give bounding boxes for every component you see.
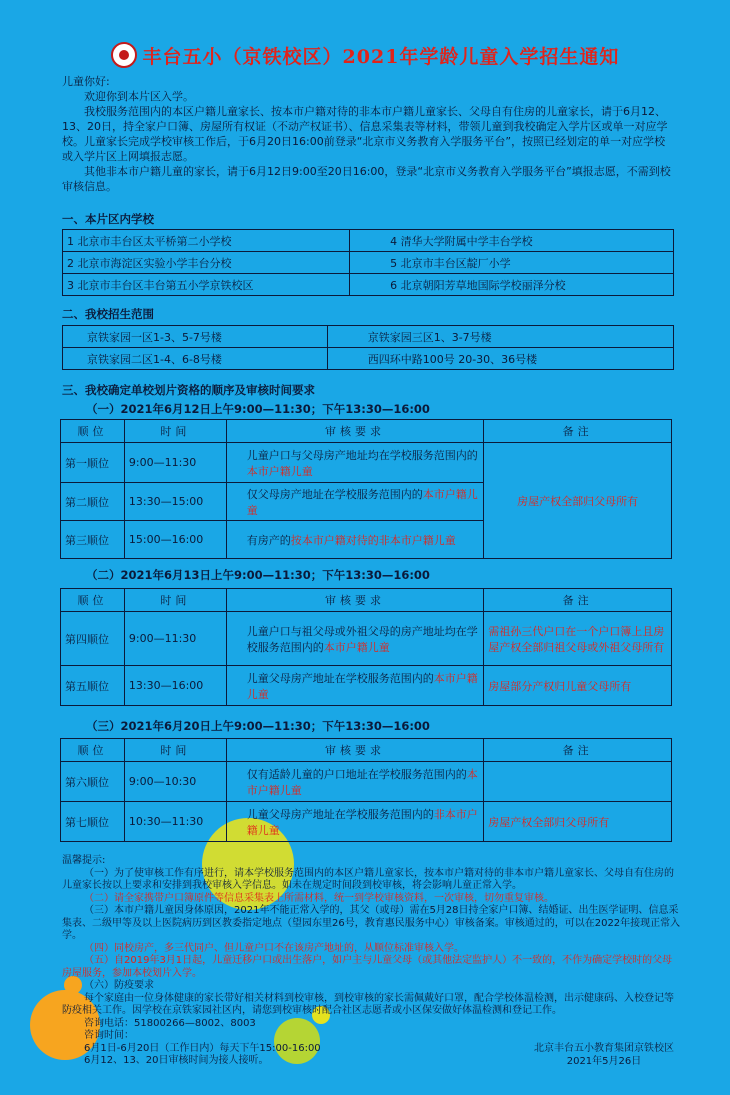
school-cell: 3 北京市丰台区丰台第五小学京铁校区 bbox=[63, 274, 350, 296]
section-order-title: 三、我校确定单校划片资格的顺序及审核时间要求 bbox=[62, 383, 315, 397]
school-cell: 1 北京市丰台区太平桥第二小学校 bbox=[63, 230, 350, 252]
consult-phone: 咨询电话：51800266—8002、8003 bbox=[84, 1017, 256, 1029]
header-rank: 顺位 bbox=[61, 589, 125, 612]
rank-cell: 第六顺位 bbox=[61, 762, 125, 802]
header-rank: 顺位 bbox=[61, 420, 125, 443]
rank-cell: 第四顺位 bbox=[61, 612, 125, 666]
requirement-highlight: 本市户籍儿童 bbox=[246, 487, 478, 517]
page-title: 丰台五小（京铁校区）2021年学龄儿童入学招生通知 bbox=[142, 45, 620, 68]
requirement-cell bbox=[226, 666, 484, 706]
school-cell: 6 北京朝阳芳草地国际学校丽泽分校 bbox=[350, 274, 674, 296]
header-requirement: 审核要求 bbox=[226, 589, 484, 612]
requirement-cell bbox=[226, 612, 484, 666]
requirement-cell bbox=[226, 762, 484, 802]
table-row bbox=[63, 230, 674, 252]
tip-4: （四）同校房产，多三代同户、但儿童户口不在该房产地址的，从顺位标准审核入学。 bbox=[84, 942, 464, 954]
title-bar bbox=[0, 40, 730, 70]
time-cell: 15:00—16:00 bbox=[124, 521, 226, 559]
range-cell: 京铁家园一区1-3、5-7号楼 bbox=[63, 326, 328, 348]
school-cell: 2 北京市海淀区实验小学丰台分校 bbox=[63, 252, 350, 274]
intro-paragraph-2: 其他非本市户籍儿童的家长，请于6月12日9:00至20日16:00，登录“北京市义务教育入学服务平台”填报志愿，不需到校审核信息。 bbox=[62, 165, 671, 193]
note-cell: 房屋部分产权归儿童父母所有 bbox=[484, 666, 672, 706]
requirement-highlight: 本市户籍儿童 bbox=[323, 640, 390, 654]
time-cell: 9:00—11:30 bbox=[124, 612, 226, 666]
header-rank: 顺位 bbox=[61, 739, 125, 762]
note-cell bbox=[484, 762, 672, 802]
range-cell: 西四环中路100号 20-30、36号楼 bbox=[327, 348, 673, 370]
tip-3: （三）本市户籍儿童因身体原因，2021年不能正常入学的，其父（或母）需在5月28日持全家户口簿、结婚证、出生医学证明、信息采集表、二级甲等及以上医院病历到区教委指定地点（望园东里26号，教育惠民服务中心）审核备案。审核通过的，可以在2022年接现正常入学。 bbox=[62, 905, 681, 941]
rank-cell: 第二顺位 bbox=[61, 483, 125, 521]
requirement-highlight: 非本市户籍儿童 bbox=[246, 807, 478, 837]
table-row bbox=[63, 348, 674, 370]
requirement-text: 有房产的 bbox=[246, 533, 291, 547]
time-cell: 10:30—11:30 bbox=[124, 802, 226, 842]
range-cell: 京铁家园二区1-4、6-8号楼 bbox=[63, 348, 328, 370]
rank-cell: 第七顺位 bbox=[61, 802, 125, 842]
tips-title: 温馨提示: bbox=[62, 855, 106, 866]
school-cell: 4 清华大学附属中学丰台学校 bbox=[350, 230, 674, 252]
schedule-table-day3 bbox=[60, 738, 672, 842]
header-time: 时间 bbox=[124, 739, 226, 762]
requirement-highlight: 本市户籍儿童 bbox=[246, 464, 313, 478]
tip-5: （五）自2019年3月1日起，儿童迁移户口或出生落户，如户主与儿童父母（或其他法定监护人）不一致的，不作为确定学校时的父母房屋服务，参加本校划片入学。 bbox=[62, 955, 673, 979]
tip-1: （一）为了使审核工作有序进行，请本学校服务范围内的本区户籍儿童家长，按本市户籍对待的非本市户籍儿童家长、父母自有住房的儿童家长按以上要求和安排到我校审核入学信息。如未在规定时间段到校审核，将会影响儿童正常入学。 bbox=[62, 867, 674, 891]
table-row bbox=[61, 443, 672, 483]
schedule-table-day2 bbox=[60, 588, 672, 706]
section-schools-title: 一、本片区内学校 bbox=[62, 212, 154, 226]
table-header-row bbox=[61, 420, 672, 443]
school-logo-icon bbox=[111, 42, 137, 68]
requirement-highlight: 本市户籍儿童 bbox=[246, 671, 478, 701]
range-cell: 京铁家园三区1、3-7号楼 bbox=[327, 326, 673, 348]
note-cell: 房屋产权全部归父母所有 bbox=[484, 443, 672, 559]
footer-date: 2021年5月26日 bbox=[566, 1056, 642, 1067]
requirement-cell bbox=[226, 483, 484, 521]
table-row bbox=[63, 252, 674, 274]
footer-signature bbox=[534, 1042, 674, 1068]
table-row bbox=[63, 274, 674, 296]
day3-title: （三）2021年6月20日上午9:00—11:30；下午13:30—16:00 bbox=[86, 719, 430, 733]
rank-cell: 第一顺位 bbox=[61, 443, 125, 483]
day1-title: （一）2021年6月12日上午9:00—11:30；下午13:30—16:00 bbox=[86, 402, 430, 416]
consult-time-1: 6月1日-6月20日（工作日内）每天下午15:00-16:00 bbox=[84, 1042, 321, 1054]
tip-6: （六）防疫要求 bbox=[84, 980, 154, 991]
header-time: 时间 bbox=[124, 589, 226, 612]
requirement-highlight: 按本市户籍对待的非本市户籍儿童 bbox=[290, 533, 456, 547]
requirement-cell bbox=[226, 521, 484, 559]
tip-2: （二）请全家携带户口簿原件等信息采集表上所需材料，统一到学校审核资料，一次审核，切勿重复审核。 bbox=[84, 892, 554, 904]
school-cell: 5 北京市丰台区靛厂小学 bbox=[350, 252, 674, 274]
table-row bbox=[63, 326, 674, 348]
time-cell: 13:30—15:00 bbox=[124, 483, 226, 521]
header-requirement: 审核要求 bbox=[226, 739, 484, 762]
consult-time-label: 咨询时间： bbox=[84, 1030, 134, 1041]
section-range-title: 二、我校招生范围 bbox=[62, 307, 154, 321]
range-table bbox=[62, 325, 674, 370]
time-cell: 9:00—11:30 bbox=[124, 443, 226, 483]
schools-table bbox=[62, 229, 674, 296]
requirement-text: 儿童父母房产地址在学校服务范围内的 bbox=[246, 671, 434, 685]
requirement-text: 儿童户口与父母房产地址均在学校服务范围内的 bbox=[246, 448, 478, 462]
greeting: 儿童你好: bbox=[62, 75, 110, 88]
requirement-text: 仅父母房产地址在学校服务范围内的 bbox=[246, 487, 423, 501]
tip-6-detail: 每个家庭由一位身体健康的家长带好相关材料到校审核，到校审核的家长需佩戴好口罩，配合学校体温检测，出示健康码、入校登记等防疫相关工作。因学校在京铁家园社区内，请您到校审核时配合社区志愿者或小区保安做好体温检测和登记工作。 bbox=[62, 992, 674, 1016]
intro-text bbox=[62, 74, 672, 194]
note-cell: 需祖孙三代户口在一个户口簿上且房屋产权全部归祖父母或外祖父母所有 bbox=[484, 612, 672, 666]
header-note: 备注 bbox=[484, 420, 672, 443]
consult-time-2: 6月12、13、20日审核时间为接人接听。 bbox=[84, 1055, 269, 1066]
requirement-cell bbox=[226, 443, 484, 483]
rank-cell: 第三顺位 bbox=[61, 521, 125, 559]
table-row bbox=[61, 666, 672, 706]
requirement-highlight: 本市户籍儿童 bbox=[246, 767, 478, 797]
footer-org: 北京丰台五小教育集团京铁校区 bbox=[534, 1043, 674, 1054]
requirement-cell bbox=[226, 802, 484, 842]
tips-section bbox=[62, 855, 682, 1068]
table-row bbox=[61, 612, 672, 666]
header-note: 备注 bbox=[484, 589, 672, 612]
note-cell: 房屋产权全部归父母所有 bbox=[484, 802, 672, 842]
header-time: 时间 bbox=[124, 420, 226, 443]
header-note: 备注 bbox=[484, 739, 672, 762]
rank-cell: 第五顺位 bbox=[61, 666, 125, 706]
schedule-table-day1 bbox=[60, 419, 672, 559]
table-row bbox=[61, 802, 672, 842]
time-cell: 13:30—16:00 bbox=[124, 666, 226, 706]
table-header-row bbox=[61, 739, 672, 762]
intro-paragraph-1: 我校服务范围内的本区户籍儿童家长、按本市户籍对待的非本市户籍儿童家长、父母自有住房的儿童家长，请于6月12、13、20日，持全家户口簿、房屋所有权证（不动产权证书）、信息采集表等材料，带领儿童到我校确定入学片区或单一对应学校。儿童家长完成学校审核工作后，于6月20日16:00前登录“北京市义务教育入学服务平台”，按照已经划定的单一对应学校或入学片区上网填报志愿。 bbox=[62, 105, 668, 163]
requirement-text: 儿童父母房产地址在学校服务范围内的 bbox=[246, 807, 434, 821]
welcome-line: 欢迎你到本片区入学。 bbox=[84, 90, 194, 103]
day2-title: （二）2021年6月13日上午9:00—11:30；下午13:30—16:00 bbox=[86, 568, 430, 582]
table-row bbox=[61, 762, 672, 802]
time-cell: 9:00—10:30 bbox=[124, 762, 226, 802]
header-requirement: 审核要求 bbox=[226, 420, 484, 443]
requirement-text: 儿童户口与祖父母或外祖父母的房产地址均在学校服务范围内的 bbox=[246, 624, 478, 654]
requirement-text: 仅有适龄儿童的户口地址在学校服务范围内的 bbox=[246, 767, 467, 781]
table-header-row bbox=[61, 589, 672, 612]
